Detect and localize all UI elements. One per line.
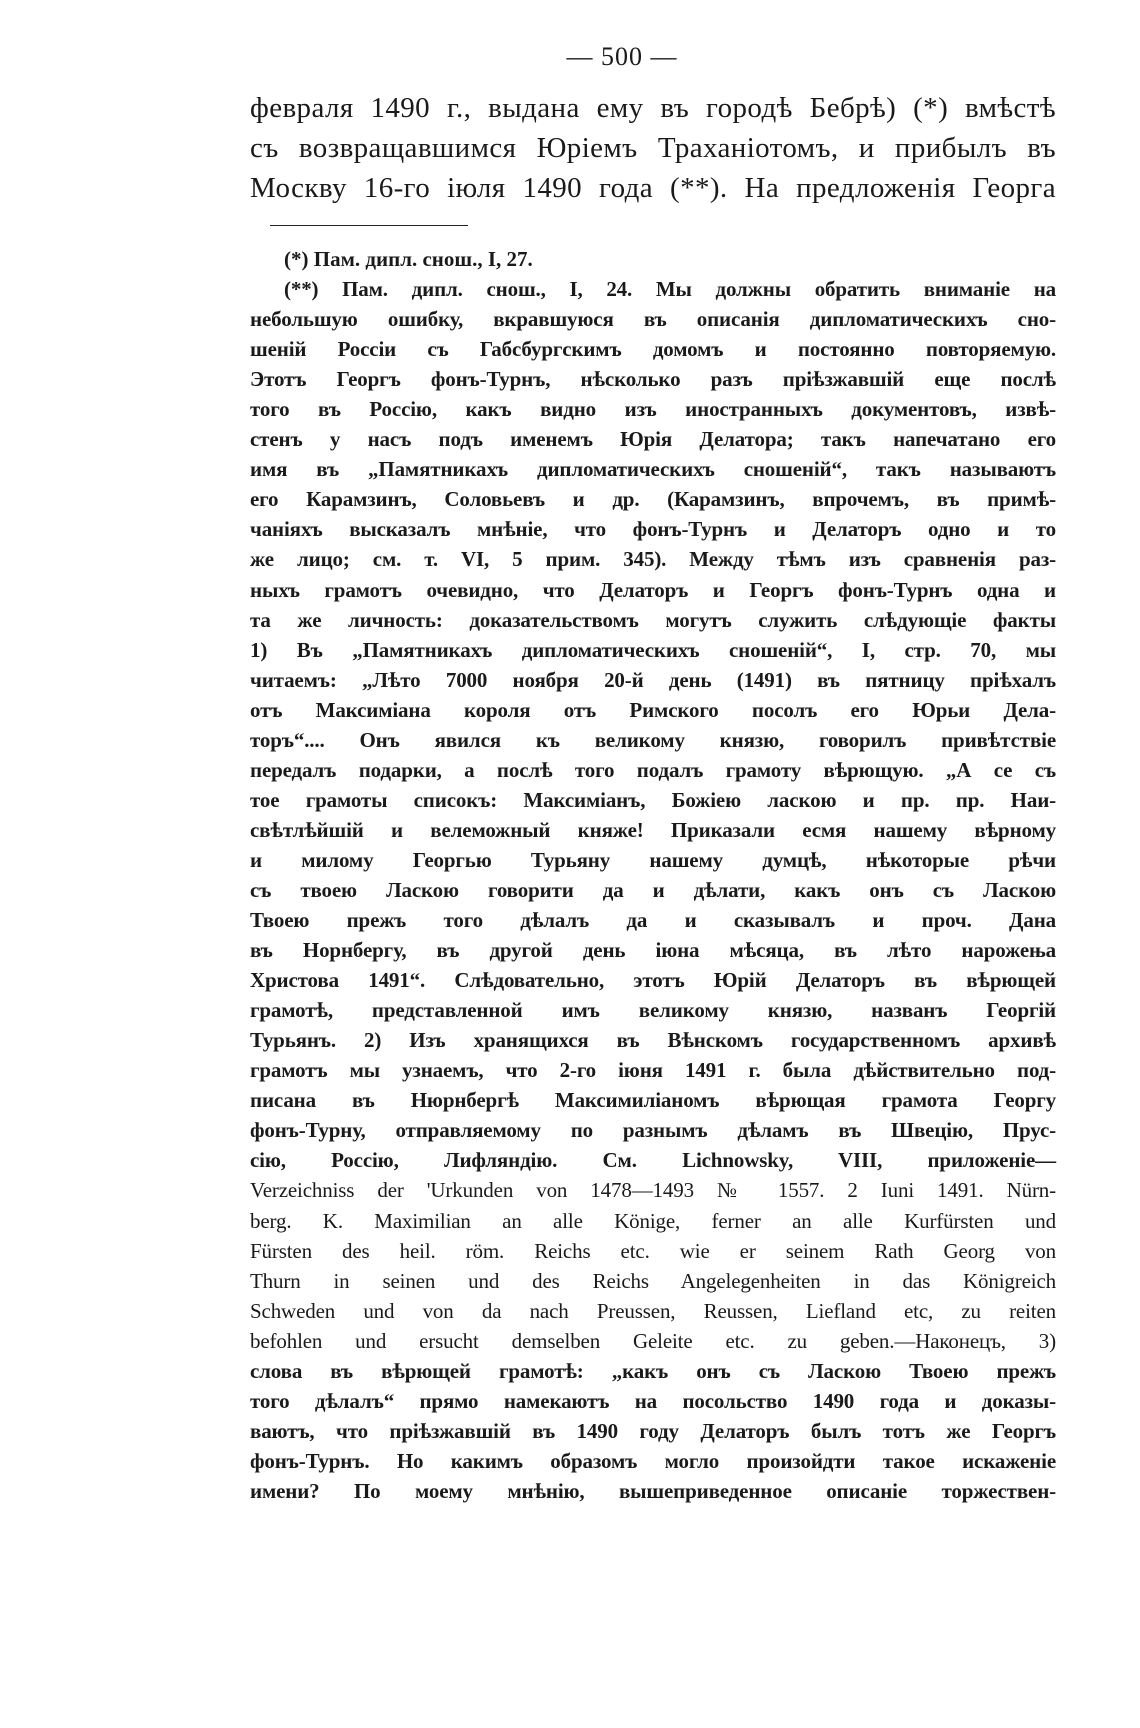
footnote-line: читаемъ: „Лѣто 7000 ноября 20-й день (1491) въ пятницу пріѣхалъ — [250, 667, 1056, 692]
footnote-line: та же личность: доказательствомъ могутъ служить слѣдующіе факты — [250, 607, 1056, 632]
text-line: февраля 1490 г., выдана ему въ городѣ Бебрѣ) (*) вмѣстѣ — [250, 92, 1056, 124]
footnote-line: въ Норнбергу, въ другой день іюна мѣсяца, въ лѣто нарожења — [250, 938, 1056, 963]
footnote-line: befohlen und ersucht demselben Geleite etc. zu geben.—Наконецъ, 3) — [250, 1328, 1056, 1353]
footnote-line: тое грамоты списокъ: Максиміанъ, Божіею ласкою и пр. пр. Наи- — [250, 787, 1056, 812]
footnote-line: съ твоею Ласкою говорити да и дѣлати, какъ онъ съ Ласкою — [250, 877, 1056, 902]
footnote-line: Турьянъ. 2) Изъ хранящихся въ Вѣнскомъ государственномъ архивѣ — [250, 1028, 1056, 1053]
footnote-line: ныхъ грамотъ очевидно, что Делаторъ и Георгъ фонъ-Турнъ одна и — [250, 577, 1056, 602]
footnote-line: фонъ-Турнъ. Но какимъ образомъ могло произойдти такое искаженіе — [250, 1448, 1056, 1473]
footnote-line: фонъ-Турну, отправляемому по разнымъ дѣламъ въ Швецію, Прус- — [250, 1118, 1056, 1143]
footnote-line: его Карамзинъ, Соловьевъ и др. (Карамзинъ, впрочемъ, въ примѣ- — [250, 487, 1056, 512]
footnote-divider — [270, 225, 468, 226]
footnote-line: Schweden und von da nach Preussen, Reussen, Liefland etc, zu reiten — [250, 1298, 1056, 1323]
text-line: Москву 16-го іюля 1490 года (**). На предложенія Георга — [250, 172, 1056, 204]
footnote-line: передалъ подарки, а послѣ того подалъ грамоту вѣрющую. „А се съ — [250, 757, 1056, 782]
footnote-line: отъ Максиміана короля отъ Римского посолъ его Юрьи Дела- — [250, 697, 1056, 722]
footnote-line: имя въ „Памятникахъ дипломатическихъ сношеній“, такъ называютъ — [250, 457, 1056, 482]
footnote-line: грамотъ мы узнаемъ, что 2-го іюня 1491 г. была дѣйствительно под- — [250, 1058, 1056, 1083]
footnote-line: писана въ Нюрнбергѣ Максимиліаномъ вѣрющая грамота Георгу — [250, 1088, 1056, 1113]
footnote-line: (**) Пам. дипл. снош., I, 24. Мы должны обратить вниманіе на — [284, 277, 1056, 302]
footnote-line: небольшую ошибку, вкравшуюся въ описанія дипломатическихъ сно- — [250, 307, 1056, 332]
footnote-line: чаніяхъ высказалъ мнѣніе, что фонъ-Турнъ и Делаторъ одно и то — [250, 517, 1056, 542]
footnotes — [250, 244, 1056, 1506]
footnote-line: Fürsten des heil. röm. Reichs etc. wie er seinem Rath Georg von — [250, 1238, 1056, 1263]
text-line: съ возвращавшимся Юріемъ Траханіотомъ, и прибылъ въ — [250, 132, 1056, 164]
footnote-line: слова въ вѣрющей грамотѣ: „какъ онъ съ Ласкою Твоею прежъ — [250, 1358, 1056, 1383]
footnote-line: Христова 1491“. Слѣдовательно, этотъ Юрій Делаторъ въ вѣрющей — [250, 968, 1056, 993]
footnote-line: Verzeichniss der 'Urkunden von 1478—1493 № 1557. 2 Iuni 1491. Nürn- — [250, 1178, 1056, 1203]
footnote-2 — [250, 274, 1056, 1506]
footnote-line: 1) Въ „Памятникахъ дипломатическихъ сношеній“, I, стр. 70, мы — [250, 637, 1056, 662]
footnote-line: стенъ у насъ подъ именемъ Юрія Делатора; такъ напечатано его — [250, 427, 1056, 452]
footnote-line: же лицо; см. т. VI, 5 прим. 345). Между тѣмъ изъ сравненія раз- — [250, 547, 1056, 572]
footnote-line: Thurn in seinen und des Reichs Angelegenheiten in das Königreich — [250, 1268, 1056, 1293]
footnote-line: и милому Георгью Турьяну нашему думцѣ, нѣкоторые рѣчи — [250, 847, 1056, 872]
footnote-line: Этотъ Георгъ фонъ-Турнъ, нѣсколько разъ пріѣзжавшій еще послѣ — [250, 367, 1056, 392]
footnote-1: (*) Пам. дипл. снош., I, 27. — [284, 247, 533, 271]
footnote-line: торъ“.... Онъ явился къ великому князю, говорилъ привѣтствіе — [250, 727, 1056, 752]
main-paragraph — [250, 88, 1056, 208]
footnote-line: berg. K. Maximilian an alle Könige, ferner an alle Kurfürsten und — [250, 1208, 1056, 1233]
footnote-line: ваютъ, что пріѣзжавшій въ 1490 году Делаторъ былъ тотъ же Георгъ — [250, 1418, 1056, 1443]
footnote-line: шеній Россіи съ Габсбургскимъ домомъ и постоянно повторяемую. — [250, 337, 1056, 362]
footnote-line: имени? По моему мнѣнію, вышеприведенное описаніе торжествен- — [250, 1478, 1056, 1503]
footnote-line: того дѣлалъ“ прямо намекаютъ на посольство 1490 года и доказы- — [250, 1388, 1056, 1413]
footnote-line: Твоею прежъ того дѣлалъ да и сказывалъ и проч. Дана — [250, 908, 1056, 933]
footnote-line: свѣтлѣйшій и велеможный княже! Приказали есмя нашему вѣрному — [250, 817, 1056, 842]
footnote-line: грамотѣ, представленной имъ великому князю, названъ Георгій — [250, 998, 1056, 1023]
footnote-line: того въ Россію, какъ видно изъ иностранныхъ документовъ, извѣ- — [250, 397, 1056, 422]
page-number: — 500 — — [566, 42, 678, 71]
footnote-line: сію, Россію, Лифляндію. См. Lichnowsky, VIII, приложеніе— — [250, 1148, 1056, 1173]
